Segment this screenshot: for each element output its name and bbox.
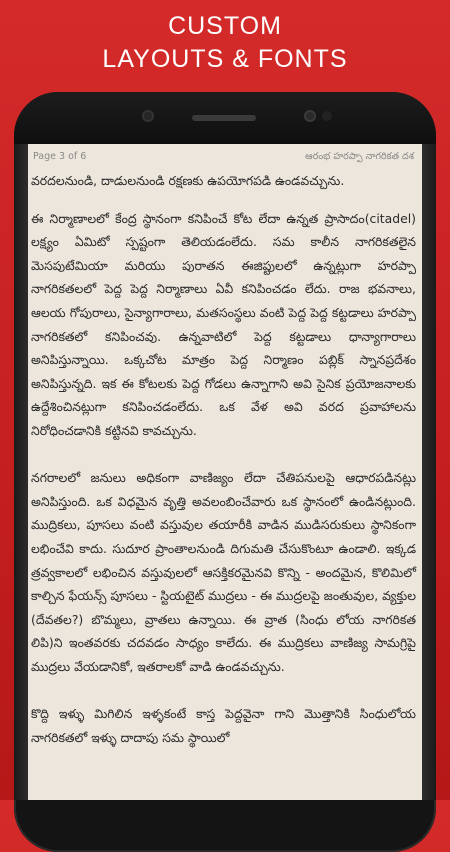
promo-headline (0, 10, 450, 76)
reader-header (33, 151, 414, 167)
earpiece-speaker (192, 115, 256, 121)
page-indicator: Page 3 of 6 (33, 151, 87, 162)
paragraph: ఈ నిర్మాణాలలో కేంద్ర స్థానంగా కనిపించే కోట లేదా ఉన్నత ప్రాసాదం(citadel) లక్ష్యం ఏమిటో స్పష్టంగా తెలియడంలేదు. సమ కాలీన నాగరికతలైన మెసపుటేమియా మరియు పురాతన ఈజిప్టులలో ఉన్నట్లుగా హరప్పా నాగరికతలలో పెద్ద పెద్ద నిర్మాణాలు ఏవీ కనిపించడం లేదు. రాజ భవనాలు, ఆలయ గోపురాలు, సైన్యాగారాలు, మతసంస్థలు వంటి పెద్ద పెద్ద కట్టడాలు హరప్పా నాగరికతలో కనిపించవు. ఉన్నవాటిలో పెద్ద కట్టడాలు ధాన్యాగారాలు అనిపిస్తున్నాయి. ఒక్కచోట మాత్రం పెద్ద నిర్మాణం పబ్లిక్ స్నానప్రదేశం అనిపిస్తున్నది. ఇక ఈ కోటలకు పెద్ద గోడలు ఉన్నాగాని అవి సైనిక ప్రయోజనాలకు ఉద్దేశించినట్లుగా కనిపించడంలేదు. ఒక వేళ అవి వరద ప్రవాహాలను నిరోధించడానికి కట్టినవి కావచ్చును. (31, 210, 416, 438)
paragraph: కొద్ది ఇళ్ళు మిగిలిన ఇళ్ళకంటే కాస్త పెద్దవైనా గాని మొత్తానికి సింధులోయ నాగరికతలో ఇళ్ళు దాదాపు సమ స్థాయిలో (31, 706, 416, 745)
reader-screen[interactable] (28, 144, 422, 800)
screen-curved-edge-right (422, 144, 436, 800)
screen-curved-edge-left (14, 144, 28, 800)
paragraph: నగరాలలో జనులు అధికంగా వాణిజ్యం లేదా చేతిపనులపై ఆధారపడినట్లు అనిపిస్తుంది. ఒక విధమైన వృత్తి అవలంబించేవారు ఒక స్థానంలో ఉండినట్లుంది. ముద్రికలు, పూసలు వంటి వస్తువుల తయారీకి వాడిన ముడిసరుకులు స్థానికంగా లభించేవి కాదు. సుదూర ప్రాంతాలనుండి దిగుమతి చేసుకొంటూ ఉండాలి. ఇక్కడ త్రవ్వకాలలో లభించిన వస్తువులలో ఆసక్తికరమైనవి కొన్ని - అందమైన, కొలిమిలో కాల్చిన ఫేయన్స్ పూసలు - స్టియటైట్ ముద్రలు - ఈ ముద్రలపై జంతువుల, వ్యక్తుల (దేవతల?) బొమ్మలు, వ్రాతలు ఉన్నాయి. ఈ వ్రాత (సింధు లోయ నాగరికత లిపి)ని ఇంతవరకు చదవడం సాధ్యం కాలేదు. ఈ ముద్రికలు వాణిజ్య సామగ్రిపై ముద్రలు వేయడానికో, ఇతరాలకో వాడి ఉండవచ్చును. (31, 470, 416, 674)
headline-line-1: CUSTOM (168, 12, 282, 40)
phone-top-bezel (14, 92, 436, 150)
paragraph: వరదలనుండి, దాడులనుండి రక్షణకు ఉపయోగపడి ఉండవచ్చును. (31, 173, 345, 188)
headline-line-2: LAYOUTS & FONTS (102, 45, 348, 73)
reader-text[interactable] (31, 169, 416, 773)
chapter-title: ఆరంభ హరప్పా నాగరికత దశ (305, 151, 414, 162)
front-camera-icon (304, 110, 316, 122)
proximity-sensor-icon (322, 111, 332, 121)
front-sensor-icon (142, 110, 154, 122)
